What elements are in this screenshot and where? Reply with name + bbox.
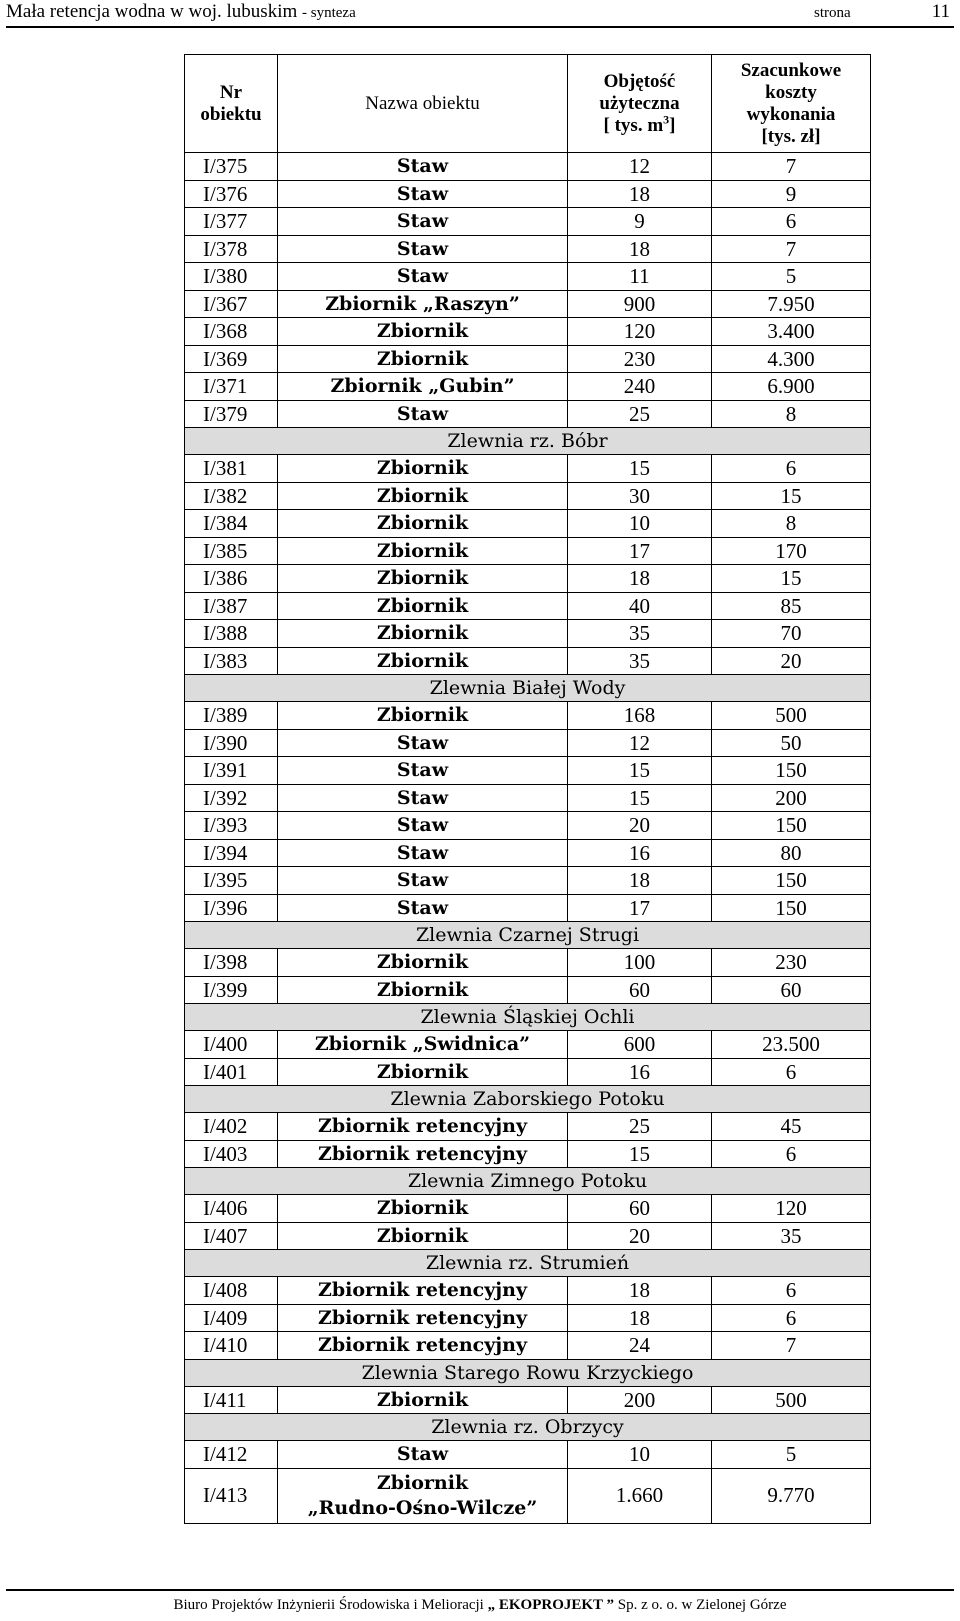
object-name-cell: Zbiornik	[278, 565, 568, 593]
table-row	[185, 1031, 871, 1059]
object-name-cell: Staw	[278, 208, 568, 236]
object-id-cell: I/394	[185, 839, 278, 867]
table-row	[185, 510, 871, 538]
cost-cell: 23.500	[712, 1031, 871, 1059]
table-row	[185, 620, 871, 648]
cost-cell: 120	[712, 1195, 871, 1223]
object-id-cell: I/401	[185, 1058, 278, 1086]
section-title: Zlewnia Białej Wody	[185, 675, 871, 702]
object-id-cell: I/413	[185, 1468, 278, 1523]
object-id-cell: I/388	[185, 620, 278, 648]
object-name-cell: Zbiornik retencyjny	[278, 1304, 568, 1332]
object-name-cell: Staw	[278, 757, 568, 785]
object-id-cell: I/391	[185, 757, 278, 785]
volume-cell: 15	[568, 757, 712, 785]
cost-cell: 6	[712, 208, 871, 236]
cost-cell: 6	[712, 455, 871, 483]
table-row	[185, 839, 871, 867]
table-row	[185, 867, 871, 895]
object-name-cell: Staw	[278, 867, 568, 895]
cost-cell: 6	[712, 1304, 871, 1332]
section-title: Zlewnia Śląskiej Ochli	[185, 1004, 871, 1031]
object-id-cell: I/367	[185, 290, 278, 318]
object-id-cell: I/411	[185, 1386, 278, 1414]
object-name-cell: Zbiornik „Raszyn”	[278, 290, 568, 318]
volume-cell: 100	[568, 949, 712, 977]
footer-office: Biuro Projektów Inżynierii Środowiska i Melioracji	[173, 1597, 484, 1613]
object-name-cell: Zbiornik retencyjny	[278, 1113, 568, 1141]
cost-cell: 35	[712, 1222, 871, 1250]
object-name-cell: Zbiornik	[278, 455, 568, 483]
cost-cell: 20	[712, 647, 871, 675]
object-name-cell: Zbiornik	[278, 1195, 568, 1223]
volume-cell: 18	[568, 1277, 712, 1305]
volume-cell: 24	[568, 1332, 712, 1360]
object-id-cell: I/379	[185, 400, 278, 428]
cost-cell: 9.770	[712, 1468, 871, 1523]
object-name-cell: Zbiornik retencyjny	[278, 1332, 568, 1360]
object-id-cell: I/398	[185, 949, 278, 977]
table-row	[185, 565, 871, 593]
object-name-cell: Staw	[278, 894, 568, 922]
table-row	[185, 455, 871, 483]
cost-cell: 7.950	[712, 290, 871, 318]
section-row	[185, 1004, 871, 1031]
object-id-cell: I/376	[185, 180, 278, 208]
object-name-cell: Zbiornik	[278, 1386, 568, 1414]
volume-cell: 9	[568, 208, 712, 236]
cost-cell: 50	[712, 729, 871, 757]
cost-cell: 7	[712, 235, 871, 263]
table-row	[185, 290, 871, 318]
page-footer	[6, 1589, 954, 1621]
object-name-cell: Zbiornik	[278, 620, 568, 648]
cost-cell: 6	[712, 1058, 871, 1086]
footer-suffix: Sp. z o. o. w Zielonej Górze	[617, 1597, 787, 1613]
volume-cell: 120	[568, 318, 712, 346]
object-id-cell: I/387	[185, 592, 278, 620]
object-name-cell: Staw	[278, 1441, 568, 1469]
object-name-cell: Staw	[278, 400, 568, 428]
object-id-cell: I/378	[185, 235, 278, 263]
object-id-cell: I/410	[185, 1332, 278, 1360]
section-row	[185, 922, 871, 949]
volume-cell: 240	[568, 373, 712, 401]
volume-cell: 60	[568, 1195, 712, 1223]
document-title: Mała retencja wodna w woj. lubuskim - synteza	[6, 1, 356, 22]
volume-cell: 230	[568, 345, 712, 373]
cost-cell: 70	[712, 620, 871, 648]
object-name-cell: Zbiornik	[278, 702, 568, 730]
cost-cell: 8	[712, 510, 871, 538]
volume-cell: 16	[568, 839, 712, 867]
section-row	[185, 1359, 871, 1386]
table-row	[185, 180, 871, 208]
volume-cell: 60	[568, 976, 712, 1004]
section-title: Zlewnia rz. Obrzycy	[185, 1414, 871, 1441]
table-row	[185, 1468, 871, 1523]
section-title: Zlewnia Starego Rowu Krzyckiego	[185, 1359, 871, 1386]
cost-cell: 9	[712, 180, 871, 208]
object-id-cell: I/386	[185, 565, 278, 593]
object-id-cell: I/403	[185, 1140, 278, 1168]
table-row	[185, 373, 871, 401]
object-name-cell: Staw	[278, 812, 568, 840]
section-row	[185, 1086, 871, 1113]
table-row	[185, 592, 871, 620]
object-id-cell: I/380	[185, 263, 278, 291]
page-label: strona	[814, 5, 851, 21]
cost-cell: 230	[712, 949, 871, 977]
cost-cell: 200	[712, 784, 871, 812]
table-row	[185, 1441, 871, 1469]
table-row	[185, 1304, 871, 1332]
object-id-cell: I/384	[185, 510, 278, 538]
volume-cell: 30	[568, 482, 712, 510]
object-name-cell: Zbiornik	[278, 345, 568, 373]
cost-cell: 3.400	[712, 318, 871, 346]
object-id-cell: I/375	[185, 153, 278, 181]
object-name-cell: Staw	[278, 235, 568, 263]
table-row	[185, 537, 871, 565]
cost-cell: 80	[712, 839, 871, 867]
object-id-cell: I/369	[185, 345, 278, 373]
table-row	[185, 345, 871, 373]
cost-cell: 8	[712, 400, 871, 428]
volume-cell: 18	[568, 1304, 712, 1332]
table-row	[185, 400, 871, 428]
table-row	[185, 208, 871, 236]
object-name-cell: Zbiornik	[278, 949, 568, 977]
section-title: Zlewnia Zaborskiego Potoku	[185, 1086, 871, 1113]
object-name-cell: Zbiornik	[278, 318, 568, 346]
section-row	[185, 675, 871, 702]
volume-cell: 18	[568, 565, 712, 593]
table-row	[185, 949, 871, 977]
object-id-cell: I/409	[185, 1304, 278, 1332]
object-name-cell: Staw	[278, 784, 568, 812]
object-name-cell: Zbiornik retencyjny	[278, 1140, 568, 1168]
table-body	[185, 153, 871, 1524]
object-id-cell: I/377	[185, 208, 278, 236]
cost-cell: 4.300	[712, 345, 871, 373]
table-row	[185, 894, 871, 922]
volume-cell: 18	[568, 235, 712, 263]
table-row	[185, 235, 871, 263]
cost-cell: 15	[712, 565, 871, 593]
volume-cell: 18	[568, 180, 712, 208]
cost-cell: 6.900	[712, 373, 871, 401]
table-row	[185, 318, 871, 346]
cost-cell: 85	[712, 592, 871, 620]
volume-cell: 40	[568, 592, 712, 620]
object-name-cell: Zbiornik	[278, 592, 568, 620]
object-id-cell: I/412	[185, 1441, 278, 1469]
section-row	[185, 1250, 871, 1277]
volume-cell: 11	[568, 263, 712, 291]
table-row	[185, 784, 871, 812]
table-row	[185, 1195, 871, 1223]
reservoir-table	[184, 54, 871, 1524]
volume-cell: 10	[568, 1441, 712, 1469]
object-id-cell: I/406	[185, 1195, 278, 1223]
cost-cell: 500	[712, 1386, 871, 1414]
object-id-cell: I/407	[185, 1222, 278, 1250]
cost-cell: 170	[712, 537, 871, 565]
volume-cell: 15	[568, 1140, 712, 1168]
volume-cell: 20	[568, 812, 712, 840]
cost-cell: 7	[712, 1332, 871, 1360]
volume-cell: 20	[568, 1222, 712, 1250]
section-title: Zlewnia rz. Strumień	[185, 1250, 871, 1277]
table-row	[185, 1386, 871, 1414]
table-row	[185, 153, 871, 181]
page-number: 11	[931, 1, 950, 22]
object-id-cell: I/368	[185, 318, 278, 346]
volume-cell: 35	[568, 620, 712, 648]
cost-cell: 500	[712, 702, 871, 730]
object-id-cell: I/396	[185, 894, 278, 922]
section-title: Zlewnia rz. Bóbr	[185, 428, 871, 455]
cost-cell: 45	[712, 1113, 871, 1141]
volume-cell: 200	[568, 1386, 712, 1414]
object-id-cell: I/399	[185, 976, 278, 1004]
object-name-cell: Zbiornik	[278, 510, 568, 538]
table-row	[185, 812, 871, 840]
object-id-cell: I/390	[185, 729, 278, 757]
object-name-cell: Zbiornik	[278, 537, 568, 565]
table-row	[185, 1058, 871, 1086]
table-row	[185, 482, 871, 510]
cost-cell: 150	[712, 812, 871, 840]
table-row	[185, 647, 871, 675]
volume-cell: 12	[568, 153, 712, 181]
table-row	[185, 1277, 871, 1305]
cost-cell: 150	[712, 757, 871, 785]
volume-cell: 25	[568, 400, 712, 428]
column-header-name: Nazwa obiektu	[278, 55, 568, 153]
volume-cell: 15	[568, 784, 712, 812]
section-title: Zlewnia Zimnego Potoku	[185, 1168, 871, 1195]
object-id-cell: I/395	[185, 867, 278, 895]
volume-cell: 10	[568, 510, 712, 538]
object-name-cell: Staw	[278, 729, 568, 757]
object-id-cell: I/371	[185, 373, 278, 401]
object-id-cell: I/382	[185, 482, 278, 510]
volume-cell: 35	[568, 647, 712, 675]
volume-cell: 25	[568, 1113, 712, 1141]
table-row	[185, 1113, 871, 1141]
object-id-cell: I/400	[185, 1031, 278, 1059]
cost-cell: 150	[712, 894, 871, 922]
object-name-cell: Zbiornik	[278, 1058, 568, 1086]
column-header-cost: Szacunkowe koszty wykonania [tys. zł]	[712, 55, 871, 153]
object-id-cell: I/408	[185, 1277, 278, 1305]
section-title: Zlewnia Czarnej Strugi	[185, 922, 871, 949]
volume-cell: 17	[568, 537, 712, 565]
volume-cell: 15	[568, 455, 712, 483]
object-name-cell: Zbiornik retencyjny	[278, 1277, 568, 1305]
volume-cell: 12	[568, 729, 712, 757]
table-row	[185, 1222, 871, 1250]
object-name-cell: Staw	[278, 153, 568, 181]
volume-cell: 16	[568, 1058, 712, 1086]
section-row	[185, 1168, 871, 1195]
object-id-cell: I/381	[185, 455, 278, 483]
table-row	[185, 263, 871, 291]
page-header	[6, 0, 954, 28]
cost-cell: 5	[712, 1441, 871, 1469]
cost-cell: 15	[712, 482, 871, 510]
cost-cell: 150	[712, 867, 871, 895]
cost-cell: 6	[712, 1140, 871, 1168]
object-name-cell: Zbiornik „Gubin”	[278, 373, 568, 401]
object-id-cell: I/402	[185, 1113, 278, 1141]
object-name-cell: Staw	[278, 263, 568, 291]
volume-cell: 1.660	[568, 1468, 712, 1523]
column-header-id: Nr obiektu	[185, 55, 278, 153]
object-name-cell: Staw	[278, 839, 568, 867]
object-id-cell: I/385	[185, 537, 278, 565]
cost-cell: 5	[712, 263, 871, 291]
object-id-cell: I/392	[185, 784, 278, 812]
table-row	[185, 729, 871, 757]
cost-cell: 6	[712, 1277, 871, 1305]
object-name-cell: Zbiornik	[278, 647, 568, 675]
object-id-cell: I/383	[185, 647, 278, 675]
table-row	[185, 702, 871, 730]
column-header-volume: Objętość użyteczna [ tys. $m^3$]	[568, 55, 712, 153]
volume-cell: 18	[568, 867, 712, 895]
table-row	[185, 1332, 871, 1360]
document-subtitle: - synteza	[302, 5, 356, 21]
object-name-cell: Zbiornik	[278, 976, 568, 1004]
object-id-cell: I/393	[185, 812, 278, 840]
section-row	[185, 428, 871, 455]
volume-cell: 168	[568, 702, 712, 730]
object-name-cell: Zbiornik	[278, 482, 568, 510]
volume-cell: 900	[568, 290, 712, 318]
volume-cell: 17	[568, 894, 712, 922]
table-header-row	[185, 55, 871, 153]
table-row	[185, 757, 871, 785]
table-row	[185, 976, 871, 1004]
object-name-cell: Zbiornik „Rudno-Ośno-Wilcze”	[278, 1468, 568, 1523]
section-row	[185, 1414, 871, 1441]
object-name-cell: Staw	[278, 180, 568, 208]
volume-cell: 600	[568, 1031, 712, 1059]
object-name-cell: Zbiornik	[278, 1222, 568, 1250]
cost-cell: 60	[712, 976, 871, 1004]
table-row	[185, 1140, 871, 1168]
object-id-cell: I/389	[185, 702, 278, 730]
object-name-cell: Zbiornik „Swidnica”	[278, 1031, 568, 1059]
footer-company: „ EKOPROJEKT ”	[487, 1597, 615, 1613]
cost-cell: 7	[712, 153, 871, 181]
